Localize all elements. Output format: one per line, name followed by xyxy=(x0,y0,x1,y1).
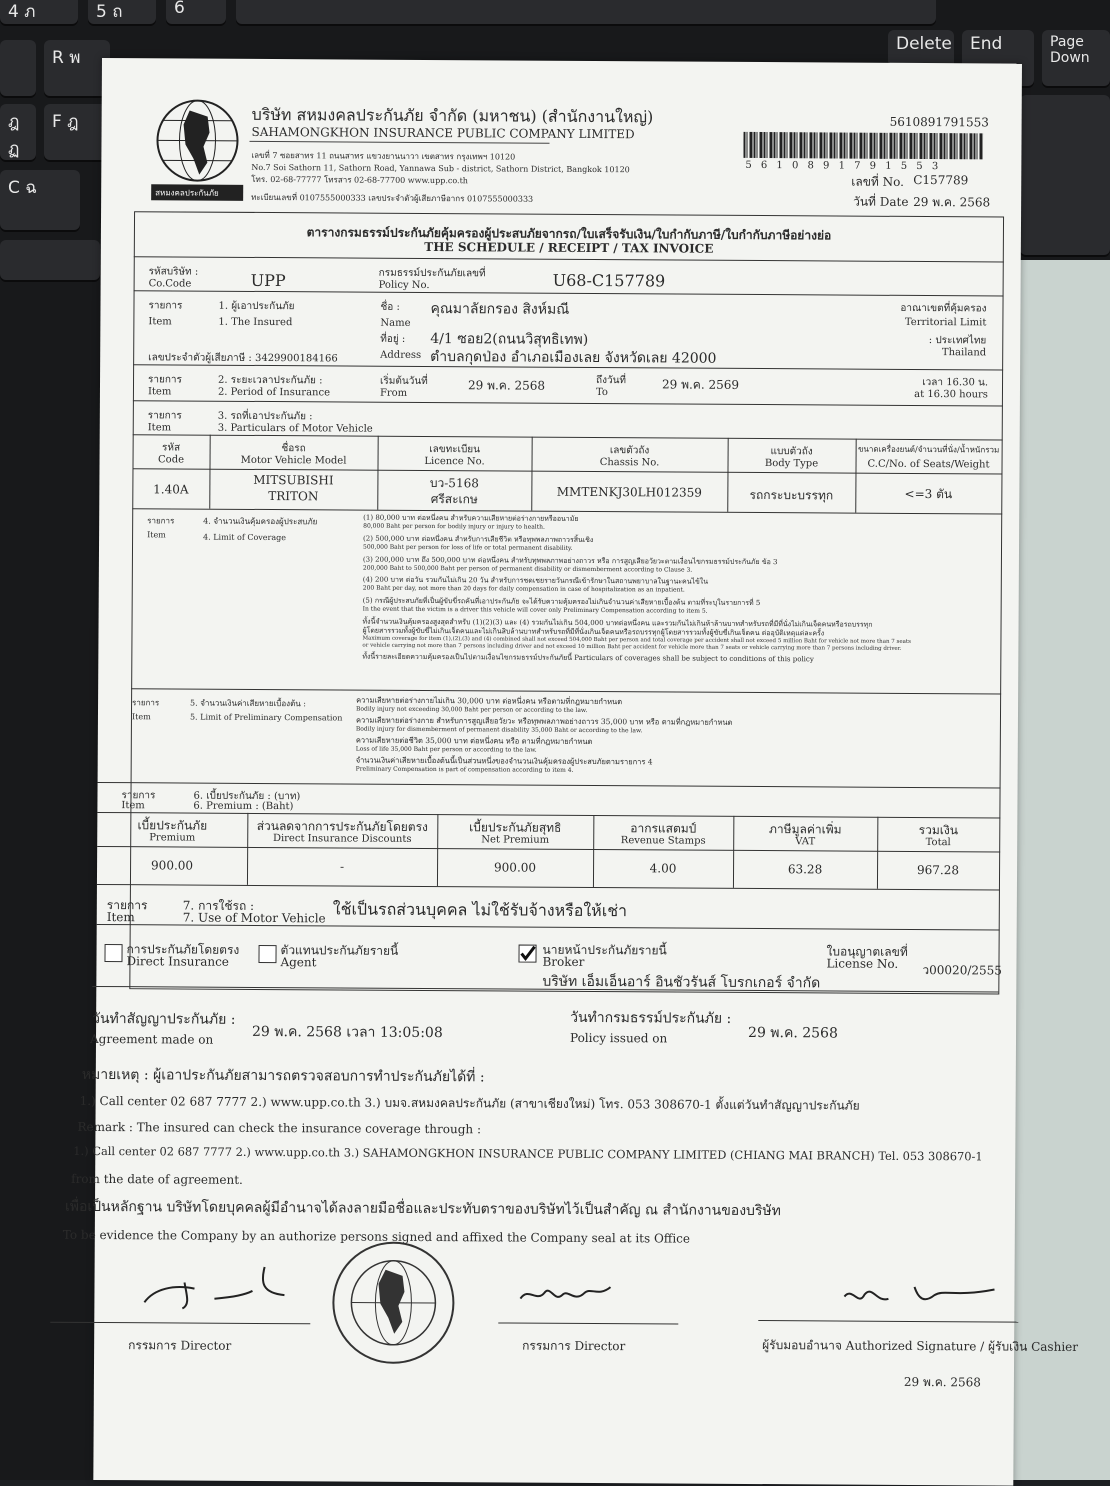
coverage-line: (3) 200,000 บาท ถึง 500,000 บาท ต่อหนึ่งคน สำหรับทุพพลภาพอย่างถาวร หรือ การสูญเสียอวัยวะตามเงื่อนไขกรมธรรม์ประกันภัย ข้อ 3 xyxy=(363,555,999,568)
policy-issued-value: 29 พ.ค. 2568 xyxy=(748,1022,838,1045)
period-time-en: at 16.30 hours xyxy=(860,389,988,401)
key xyxy=(0,170,80,230)
key xyxy=(0,40,36,96)
coverage-label-th: 4. จำนวนเงินคุ้มครองผู้ประสบภัย xyxy=(203,517,317,527)
key-label: 5 ถ xyxy=(96,0,123,25)
vehicle-body-type: รถกระบะบรรทุก xyxy=(727,486,855,506)
key-label: Page Down xyxy=(1050,34,1100,66)
coverage-line: 500,000 Baht per person for loss of life or total permanent disability. xyxy=(363,543,999,556)
vehicle-header-body-en: Body Type xyxy=(728,458,856,470)
barcode-digits: 5 6 1 0 8 9 1 7 9 1 5 5 3 xyxy=(745,160,941,172)
remark-title-th: หมายเหตุ : ผู้เอาประกันภัยสามารถตรวจสอบการทำประกันภัยได้ที่ : xyxy=(82,1064,485,1088)
vat-value: 63.28 xyxy=(733,862,877,877)
key xyxy=(0,0,78,24)
doc-number-label: เลขที่ No. xyxy=(851,173,904,192)
page-down-key xyxy=(1042,30,1110,86)
item-label-en: Item xyxy=(148,386,171,397)
key xyxy=(166,0,226,24)
key-label: C ฉ xyxy=(8,174,37,201)
policy-issued-label-th: วันทำกรมธรรม์ประกันภัย : xyxy=(570,1007,731,1030)
premium-label-th: 6. เบี้ยประกันภัย : (บาท) xyxy=(193,789,300,805)
period-from-label-th: เริ่มต้นวันที่ xyxy=(380,374,428,389)
item-label-th: รายการ xyxy=(148,408,182,423)
key xyxy=(44,104,110,160)
period-to: 29 พ.ค. 2569 xyxy=(662,375,739,394)
address-label-en: Address xyxy=(380,350,421,361)
vat-header-th: ภาษีมูลค่าเพิ่ม xyxy=(733,820,877,840)
header-divider xyxy=(249,141,549,144)
coverage-line: (2) 500,000 บาท ต่อหนึ่งคน สำหรับการเสียชีวิต หรือทุพพลภาพถาวรสิ้นเชิง xyxy=(363,534,999,547)
director2-label: กรรมการ Director xyxy=(522,1337,625,1357)
key xyxy=(88,0,156,24)
territory-value-en: Thailand xyxy=(790,346,986,358)
use-label-en: 7. Use of Motor Vehicle xyxy=(183,911,326,926)
prelim-line: Loss of life 35,000 Baht per person or according to the law. xyxy=(356,745,996,758)
period-to-label-en: To xyxy=(596,387,608,398)
schedule-title-en: THE SCHEDULE / RECEIPT / TAX INVOICE xyxy=(101,238,1037,258)
key xyxy=(0,104,36,160)
vehicle-seats-weight: <=3 ตัน xyxy=(855,485,1001,505)
key-label: 4 ภ xyxy=(8,0,35,25)
period-from-label-en: From xyxy=(380,388,407,399)
coverage-line: (4) 200 บาท ต่อวัน รวมกันไม่เกิน 20 วัน สำหรับการชดเชยรายวันกรณีเข้ารักษาในสถานพยาบาลในฐานะคนไข้ใน xyxy=(363,576,999,589)
item-label-en: Item xyxy=(132,712,151,721)
vehicle-label-th: 3. รถที่เอาประกันภัย : xyxy=(218,409,313,425)
prelim-label-th: 5. จำนวนเงินค่าเสียหายเบื้องต้น : xyxy=(190,699,306,709)
coverage-line: (5) กรณีผู้ประสบภัยที่เป็นผู้ขับขี่รถคันที่เอาประกันภัย จะได้รับความคุ้มครองไม่เกินจำนวนค่าเสียหายเบื้องต้น ตามที่ระบุในรายการที่ 5 xyxy=(363,597,999,610)
vehicle-header-seats-th: ขนาดเครื่องยนต์/จำนวนที่นั่ง/น้ำหนักรวม xyxy=(856,445,1002,455)
vehicle-licence-province: ศรีสะเกษ xyxy=(377,490,531,510)
net-premium-value: 900.00 xyxy=(437,860,593,875)
insured-label-th: 1. ผู้เอาประกันภัย xyxy=(218,299,294,314)
coverage-line: ผู้โดยสารรวมทั้งผู้ขับขี่ไม่เกินเจ็ดคนและไม่เกินสิบล้านบาทสำหรับรถที่มีที่นั่งเกินเจ็ดคนหรือรถบรรทุกผู้โดยสารรวมทั้งผู้ขับขี่เกินเจ็ดคน ต่ออุบัติเหตุแต่ละครั้ง xyxy=(362,627,998,640)
key-label: R พ xyxy=(52,44,80,71)
evidence-statement-th: เพื่อเป็นหลักฐาน บริษัทโดยบุคคลผู้มีอำนาจได้ลงลายมือชื่อและประทับตราของบริษัทไว้เป็นสำคัญ ณ สำนักงานของบริษัท xyxy=(65,1196,781,1222)
item-label-en: Item xyxy=(148,316,171,327)
prelim-line: ความเสียหายต่อชีวิต 35,000 บาท ต่อหนึ่งคน หรือ ตามที่กฎหมายกำหนด xyxy=(356,736,996,749)
vehicle-header-chassis-en: Chassis No. xyxy=(532,457,728,469)
stamps-header-th: อากรแสตมป์ xyxy=(593,819,733,839)
schedule-title-th: ตารางกรมธรรม์ประกันภัยคุ้มครองผู้ประสบภัยจากรถ/ใบเสร็จรับเงิน/ใบกำกับภาษี/ใบกำกับภาษีอย่างย่อ xyxy=(101,222,1037,247)
name-label-th: ชื่อ : xyxy=(380,300,399,315)
insured-tax-id: เลขประจำตัวผู้เสียภาษี : 3429900184166 xyxy=(148,350,338,366)
premium-header-en: Premium xyxy=(97,832,247,844)
co-code-label-th: รหัสบริษัท : xyxy=(149,264,199,279)
key-label: 6 xyxy=(174,0,185,18)
checkmark-icon xyxy=(519,946,535,962)
vehicle-header-chassis-th: เลขตัวถัง xyxy=(532,443,728,459)
coverage-line: 200,000 Baht to 500,000 Baht per person of permanent disability or dismemberment according to Clause 3. xyxy=(363,564,999,577)
company-name-en: SAHAMONGKHON INSURANCE PUBLIC COMPANY LIMITED xyxy=(252,125,635,141)
coverage-line: 200 Baht per day, not more than 20 days for daily compensation in case of hospitalization as an inpatient. xyxy=(363,585,999,598)
agent-label-th: ตัวแทนประกันภัยรายนี้ xyxy=(280,941,398,961)
prelim-line: ความเสียหายต่อร่างกาย สำหรับการสูญเสียอวัยวะ หรือทุพพลภาพอย่างถาวร 35,000 บาท หรือ ตามที่กฎหมายกำหนด xyxy=(356,716,996,729)
territory-label-th: อาณาเขตที่คุ้มครอง xyxy=(790,300,986,316)
territory-value-th: : ประเทศไทย xyxy=(790,332,986,348)
coverage-label-en: 4. Limit of Coverage xyxy=(203,533,286,543)
territory-label-en: Territorial Limit xyxy=(790,316,986,328)
policy-label-th: กรมธรรม์ประกันภัยเลขที่ xyxy=(379,266,486,282)
authorized-signature xyxy=(834,1276,1014,1317)
name-label-en: Name xyxy=(380,318,410,329)
total-header-en: Total xyxy=(877,837,999,849)
agent-checkbox xyxy=(258,945,276,963)
period-label-th: 2. ระยะเวลาประกันภัย : xyxy=(218,373,323,389)
vehicle-header-model-en: Motor Vehicle Model xyxy=(210,455,378,467)
premium-label-en: 6. Premium : (Baht) xyxy=(193,801,293,813)
insured-label-en: 1. The Insured xyxy=(218,317,292,328)
co-code-label-en: Co.Code xyxy=(149,278,192,289)
total-value: 967.28 xyxy=(877,863,999,878)
vehicle-label-en: 3. Particulars of Motor Vehicle xyxy=(218,423,373,435)
insurance-document xyxy=(93,58,1022,1486)
doc-date: 29 พ.ค. 2568 xyxy=(913,193,990,212)
period-from: 29 พ.ค. 2568 xyxy=(468,376,545,395)
coverage-line: ทั้งนี้รายละเอียดความคุ้มครองเป็นไปตามเงื่อนไขกรมธรรม์ประกันภัยนี้ Particulars of coverages shall be subject to conditions of this policy xyxy=(362,652,998,665)
vehicle-model-name: TRITON xyxy=(209,489,377,504)
item-label-th: รายการ xyxy=(121,788,155,803)
direct-insurance-label-en: Direct Insurance xyxy=(126,954,229,969)
broker-checkbox xyxy=(518,945,536,963)
key xyxy=(44,40,110,96)
key-label: ฎ ฏ xyxy=(8,108,36,162)
key xyxy=(0,240,100,280)
insured-address-line1: 4/1 ซอย2(ถนนวิสุทธิเทพ) xyxy=(430,328,588,351)
license-label-th: ใบอนุญาตเลขที่ xyxy=(826,942,907,961)
doc-date-label: วันที่ Date xyxy=(853,193,908,212)
insured-address-line2: ตำบลกุดป่อง อำเภอเมืองเลย จังหวัดเลย 42000 xyxy=(430,346,716,370)
barcode-number: 5610891791553 xyxy=(890,115,989,130)
broker-label-th: นายหน้าประกันภัยรายนี้ xyxy=(543,941,667,961)
period-time-th: เวลา 16.30 น. xyxy=(860,375,988,391)
policy-issued-label-en: Policy issued on xyxy=(570,1031,667,1046)
remark-contacts-en: 1.) Call center 02 687 7777 2.) www.upp.co.th 3.) SAHAMONGKHON INSURANCE PUBLIC COMPANY LIMITED (CHIANG MAI BRANCH) Tel. 053 308670-1 xyxy=(73,1144,982,1164)
vehicle-header-code-th: รหัส xyxy=(133,440,210,455)
signature-date: 29 พ.ค. 2568 xyxy=(904,1373,981,1392)
item-label-th: รายการ xyxy=(147,516,174,525)
director1-label: กรรมการ Director xyxy=(128,1336,231,1356)
divider xyxy=(498,1322,678,1324)
vehicle-header-body-th: แบบตัวถัง xyxy=(728,444,856,460)
item-label-en: Item xyxy=(107,910,135,924)
item-label-en: Item xyxy=(148,422,171,433)
company-address-en: No.7 Soi Sathorn 11, Sathorn Road, Yannawa Sub - district, Sathorn District, Bangkok 10120 xyxy=(251,163,630,174)
item-label-th: รายการ xyxy=(132,698,159,707)
prelim-line: ความเสียหายต่อร่างกายไม่เกิน 30,000 บาท ต่อหนึ่งคน หรือตามที่กฎหมายกำหนด xyxy=(356,696,996,709)
item-label-th: รายการ xyxy=(148,298,182,313)
barcode xyxy=(743,132,983,159)
vehicle-header-seats-en: C.C/No. of Seats/Weight xyxy=(855,459,1001,471)
prelim-label-en: 5. Limit of Preliminary Compensation xyxy=(190,713,342,723)
discount-value: - xyxy=(247,859,437,874)
vehicle-model-make: MITSUBISHI xyxy=(209,473,377,488)
premium-header-th: เบี้ยประกันภัย xyxy=(97,816,247,836)
period-label-en: 2. Period of Insurance xyxy=(218,387,330,399)
net-premium-header-th: เบี้ยประกันภัยสุทธิ xyxy=(437,818,593,838)
discount-header-th: ส่วนลดจากการประกันภัยโดยตรง xyxy=(247,817,437,837)
prelim-line: Bodily injury not exceeding 30,000 Baht per person or according to the law. xyxy=(356,705,996,718)
policy-label-en: Policy No. xyxy=(379,280,430,291)
period-to-label-th: ถึงวันที่ xyxy=(596,373,626,388)
coverage-line: ทั้งนี้จำนวนเงินคุ้มครองสูงสุดสำหรับ (1)(2)(3) และ (4) รวมกันไม่เกิน 504,000 บาทต่อหนึ่งคน และรวมกันไม่เกินห้าล้านบาทสำหรับรถที่มีที่นั่งไม่เกินเจ็ดคนหรือรถบรรทุก xyxy=(363,618,999,631)
vehicle-header-model-th: ชื่อรถ xyxy=(210,441,378,457)
coverage-line: In the event that the victim is a driver this vehicle will cover only Preliminary Compensation according to item 5. xyxy=(363,606,999,619)
item-label-th: รายการ xyxy=(107,896,148,915)
prelim-line: Preliminary Compensation is part of compensation according to item 4. xyxy=(356,765,996,778)
coverage-line: Maximum coverage for item (1),(2),(3) and (4) combined shall not exceed 504,000 Baht per person and total coverage per accident shall not exceed 5 million Baht for vehicle not more than 7 seats xyxy=(362,635,998,646)
coverage-line: 80,000 Baht per person for bodily injury or injury to health. xyxy=(363,523,999,536)
key-row xyxy=(236,0,936,24)
stamps-header-en: Revenue Stamps xyxy=(593,835,733,847)
director1-signature xyxy=(134,1258,294,1319)
doc-number: C157789 xyxy=(913,173,968,187)
item-label-en: Item xyxy=(147,530,166,539)
discount-header-en: Direct Insurance Discounts xyxy=(247,833,437,845)
license-label-en: License No. xyxy=(826,956,898,970)
vehicle-chassis: MMTENKJ30LH012359 xyxy=(531,485,727,500)
direct-insurance-label-th: การประกันภัยโดยตรง xyxy=(126,940,239,960)
vehicle-code: 1.40A xyxy=(132,482,209,496)
agreement-made-value: 29 พ.ค. 2568 เวลา 13:05:08 xyxy=(252,1021,443,1044)
broker-name: บริษัท เอ็มเอ็นอาร์ อินชัวรันส์ โบรกเกอร์ จำกัด xyxy=(542,971,820,995)
coverage-details xyxy=(362,514,999,666)
use-value: ใช้เป็นรถส่วนบุคคล ไม่ใช้รับจ้างหรือให้เช่า xyxy=(333,897,627,924)
policy-number: U68-C157789 xyxy=(553,271,666,291)
premium-value: 900.00 xyxy=(97,858,247,873)
remark-contacts-th: 1.) Call center 02 687 7777 2.) www.upp.co.th 3.) บมจ.สหมงคลประกันภัย (สาขาเชียงใหม่) โทร. 053 308670-1 ตั้งแต่วันทำสัญญาประกันภัย xyxy=(80,1092,860,1116)
item-label-en: Item xyxy=(121,800,144,811)
vehicle-header-licence-en: Licence No. xyxy=(378,456,532,468)
address-label-th: ที่อยู่ : xyxy=(380,332,405,347)
company-address-th: เลขที่ 7 ซอยสาทร 11 ถนนสาทร แขวงยานนาวา เขตสาทร กรุงเทพฯ 10120 xyxy=(251,151,515,162)
use-label-th: 7. การใช้รถ : xyxy=(183,897,254,916)
net-premium-header-en: Net Premium xyxy=(437,834,593,846)
key-label: F ฎ xyxy=(52,108,79,135)
remark-contacts-en-cont: from the date of agreement. xyxy=(71,1172,243,1187)
co-code: UPP xyxy=(251,271,286,290)
vat-header-en: VAT xyxy=(733,836,877,848)
prelim-details xyxy=(356,696,996,778)
remark-title-en: Remark : The insured can check the insurance coverage through : xyxy=(77,1120,481,1136)
company-tax-id: ทะเบียนเลขที่ 0107555000333 เลขประจำตัวผู้เสียภาษีอากร 0107555000333 xyxy=(251,193,533,204)
item-label-th: รายการ xyxy=(148,372,182,387)
company-tel: โทร. 02-68-77777 โทรสาร 02-68-77700 www.upp.co.th xyxy=(251,175,468,185)
stamps-value: 4.00 xyxy=(593,861,733,876)
company-seal xyxy=(330,1239,457,1366)
vehicle-header-licence-th: เลขทะเบียน xyxy=(378,442,532,458)
key-label: End xyxy=(970,34,1002,54)
vehicle-header-code-en: Code xyxy=(133,454,210,465)
total-header-th: รวมเงิน xyxy=(877,821,999,841)
agent-label-en: Agent xyxy=(280,955,316,969)
key-label: Delete xyxy=(896,34,952,54)
evidence-statement-en: To be evidence the Company by an authorize persons signed and affixed the Company seal at its Office xyxy=(63,1228,690,1246)
coverage-line: (1) 80,000 บาท ต่อหนึ่งคน สำหรับความเสียหายต่อร่างกายหรืออนามัย xyxy=(363,514,999,527)
broker-label-en: Broker xyxy=(542,955,584,969)
agreement-made-label-en: Agreement made on xyxy=(90,1032,213,1047)
insured-name: คุณมาลัยกรอง สิงห์มณี xyxy=(430,298,569,321)
company-name-th: บริษัท สหมงคลประกันภัย จำกัด (มหาชน) (สำนักงานใหญ่) xyxy=(252,103,654,130)
agreement-made-label-th: วันทำสัญญาประกันภัย : xyxy=(92,1008,235,1031)
prelim-line: จำนวนเงินค่าเสียหายเบื้องต้นนี้เป็นส่วนหนึ่งของจำนวนเงินคุ้มครองผู้ประสบภัยตามรายการ 4 xyxy=(356,756,996,769)
divider xyxy=(758,1320,1018,1323)
prelim-line: Bodily injury for dismemberment of permanent disability 35,000 Baht or according to the law. xyxy=(356,725,996,738)
authorized-signature-label: ผู้รับมอบอำนาจ Authorized Signature / ผู้รับเงิน Cashier xyxy=(762,1336,1012,1357)
license-number: ว00020/2555 xyxy=(922,961,1002,980)
logo-caption: สหมงคลประกันภัย xyxy=(155,186,219,199)
direct-insurance-checkbox xyxy=(104,944,122,962)
vehicle-licence-number: บว-5168 xyxy=(377,474,531,494)
coverage-line: or vehicle carrying not more than 7 persons including driver and not exceed 10 million Baht per accident for vehicle more than 7 seats or vehicle carrying more than 7 persons including driver. xyxy=(362,642,998,653)
director2-signature xyxy=(514,1273,624,1314)
